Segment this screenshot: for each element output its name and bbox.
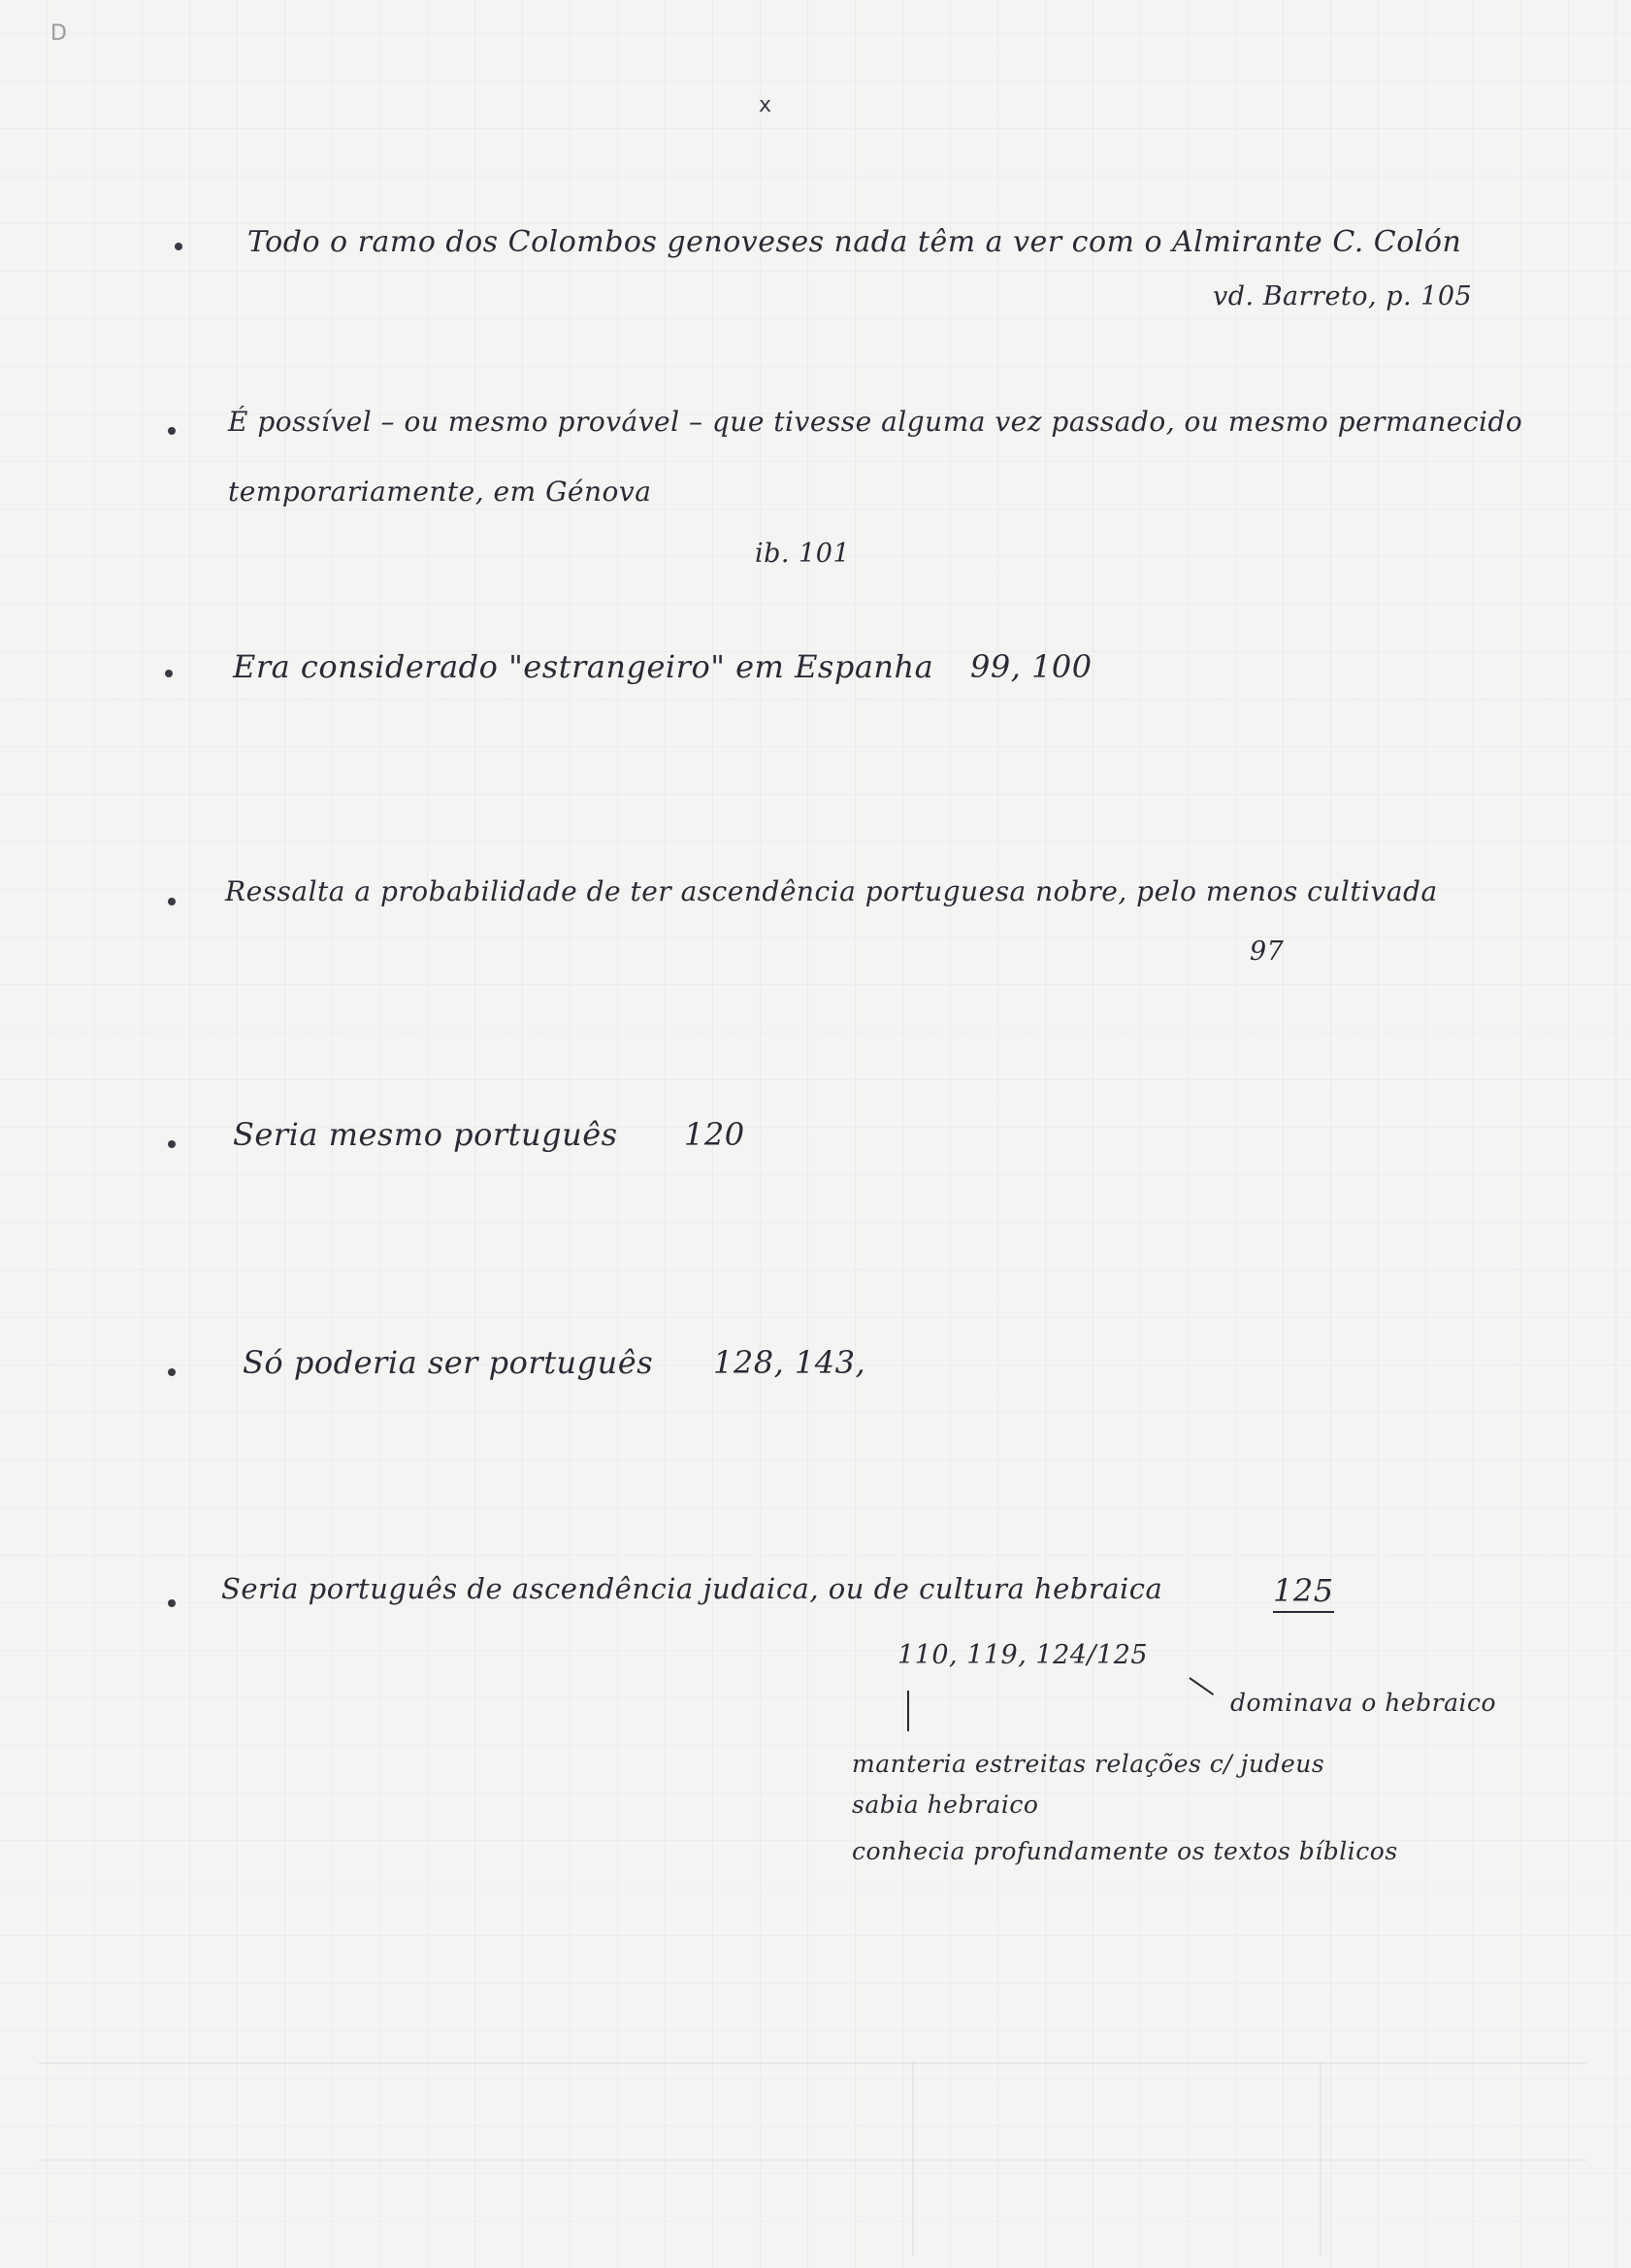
reference: ib. 101 bbox=[755, 539, 851, 569]
show-through-form bbox=[39, 2062, 1586, 2256]
arrow-stroke bbox=[1189, 1677, 1214, 1695]
note-detail: conhecia profundamente os textos bíblicos bbox=[852, 1837, 1398, 1865]
bullet bbox=[165, 670, 173, 677]
note-line: Seria português de ascendência judaica, ou de cultura hebraica bbox=[221, 1572, 1163, 1605]
note-line: Era considerado "estrangeiro" em Espanha bbox=[233, 648, 934, 685]
note-line: Ressalta a probabilidade de ter ascendência portuguesa nobre, pelo menos cultivada bbox=[225, 875, 1438, 907]
bullet bbox=[168, 898, 176, 905]
bullet bbox=[175, 243, 182, 250]
bullet bbox=[168, 1599, 176, 1607]
note-line: temporariamente, em Génova bbox=[228, 476, 652, 508]
note-detail: manteria estreitas relações c/ judeus bbox=[852, 1750, 1325, 1778]
page-refs: 120 bbox=[684, 1116, 745, 1153]
bullet bbox=[168, 1368, 176, 1376]
note-line: Todo o ramo dos Colombos genoveses nada têm a ver com o Almirante C. Colón bbox=[247, 225, 1462, 259]
sub-page-refs: 110, 119, 124/125 bbox=[897, 1640, 1149, 1670]
page-refs: 99, 100 bbox=[970, 648, 1093, 685]
reference: 97 bbox=[1250, 937, 1285, 967]
bullet bbox=[168, 1140, 176, 1148]
note-line: Só poderia ser português bbox=[243, 1344, 654, 1381]
note-line: Seria mesmo português bbox=[233, 1116, 618, 1153]
note-line: É possível – ou mesmo provável – que tivesse alguma vez passado, ou mesmo permanecido bbox=[228, 406, 1523, 438]
corner-mark: D bbox=[50, 21, 67, 46]
page-refs: 128, 143, bbox=[713, 1344, 866, 1381]
arrow-note: dominava o hebraico bbox=[1230, 1689, 1497, 1717]
bullet bbox=[168, 427, 176, 435]
page-refs: 125 bbox=[1273, 1572, 1334, 1613]
note-detail: sabia hebraico bbox=[852, 1791, 1039, 1819]
top-x-mark: x bbox=[759, 93, 772, 117]
reference: vd. Barreto, p. 105 bbox=[1213, 281, 1473, 312]
connector-stroke bbox=[907, 1691, 909, 1731]
